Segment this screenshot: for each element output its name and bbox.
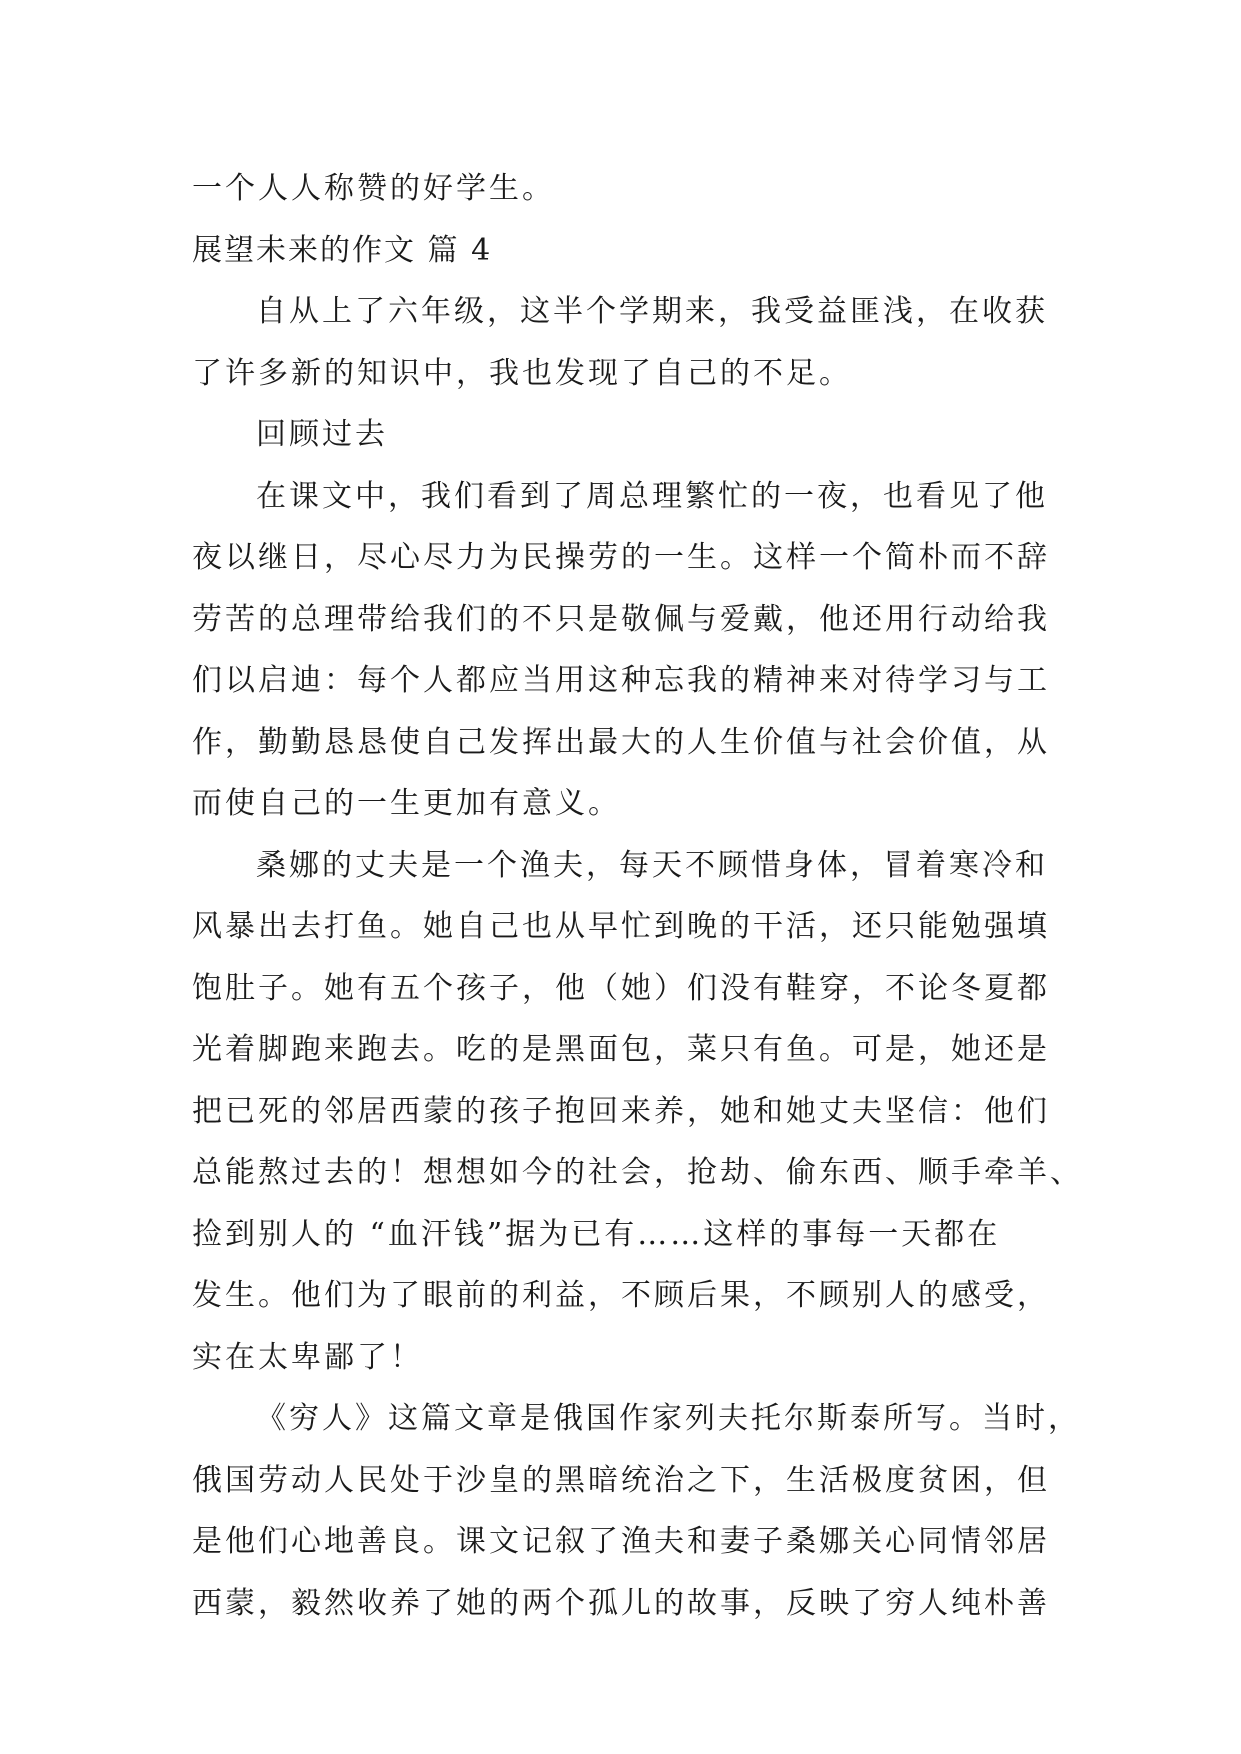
text-line: 捡到别人的 “血汗钱”据为已有……这样的事每一天都在: [192, 1216, 1001, 1252]
text-line: 了许多新的知识中，我也发现了自己的不足。: [192, 355, 852, 391]
section-heading: 展望未来的作文 篇 4: [192, 232, 493, 268]
text-line: 西蒙，毅然收养了她的两个孤儿的故事，反映了穷人纯朴善: [192, 1585, 1050, 1621]
text-line: 饱肚子。她有五个孩子，他（她）们没有鞋穿，不论冬夏都: [192, 970, 1050, 1006]
text-line: 总能熬过去的！想想如今的社会，抢劫、偷东西、顺手牵羊、: [192, 1155, 1083, 1190]
text-line: 是他们心地善良。课文记叙了渔夫和妻子桑娜关心同情邻居: [192, 1524, 1050, 1559]
text-line: 而使自己的一生更加有意义。: [192, 786, 621, 821]
text-line: 俄国劳动人民处于沙皇的黑暗统治之下，生活极度贫困，但: [192, 1462, 1050, 1498]
paragraph-start-line: 桑娜的丈夫是一个渔夫，每天不顾惜身体，冒着寒冷和: [256, 847, 1048, 883]
text-line: 发生。他们为了眼前的利益，不顾后果，不顾别人的感受，: [192, 1278, 1050, 1313]
text-line: 们以启迪：每个人都应当用这种忘我的精神来对待学习与工: [192, 663, 1050, 698]
paragraph-start-line: 《穷人》这篇文章是俄国作家列夫托尔斯泰所写。当时，: [256, 1401, 1081, 1436]
text-line: 劳苦的总理带给我们的不只是敬佩与爱戴，他还用行动给我: [192, 601, 1050, 637]
text-line: 把已死的邻居西蒙的孩子抱回来养，她和她丈夫坚信：他们: [192, 1093, 1050, 1129]
document-body: [192, 158, 1083, 1634]
text-line: 风暴出去打鱼。她自己也从早忙到晚的干活，还只能勉强填: [192, 909, 1050, 944]
text-line: 一个人人称赞的好学生。: [192, 171, 555, 206]
paragraph-start-line: 自从上了六年级，这半个学期来，我受益匪浅，在收获: [256, 294, 1048, 329]
text-line: 实在太卑鄙了！: [192, 1339, 423, 1375]
text-line: 光着脚跑来跑去。吃的是黑面包，菜只有鱼。可是，她还是: [192, 1032, 1050, 1067]
subheading-line: 回顾过去: [256, 417, 388, 452]
text-line: 作，勤勤恳恳使自己发挥出最大的人生价值与社会价值，从: [192, 724, 1050, 760]
text-line: 夜以继日，尽心尽力为民操劳的一生。这样一个简朴而不辞: [192, 540, 1050, 575]
paragraph-start-line: 在课文中，我们看到了周总理繁忙的一夜，也看见了他: [256, 478, 1048, 514]
